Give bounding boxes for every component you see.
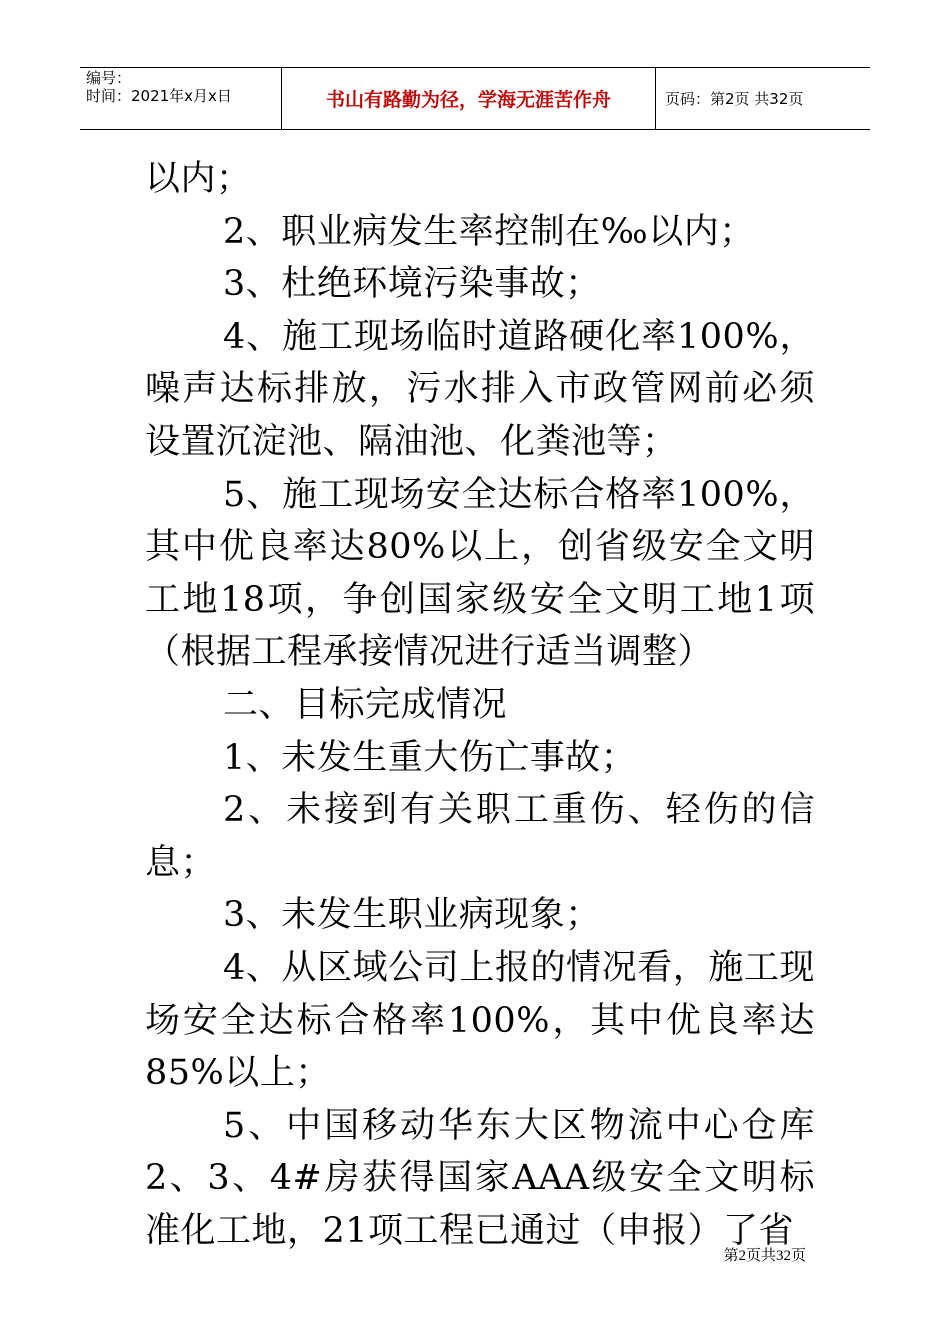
body-paragraph: 5、中国移动华东大区物流中心仓库2、3、4#房获得国家AAA级安全文明标准化工地，21项工程已通过（申报）了省 xyxy=(145,1105,815,1251)
header-motto: 书山有路勤为径，学海无涯苦作舟 xyxy=(282,68,656,129)
header-page-info: 页码：第2页 共32页 xyxy=(665,90,804,108)
document-time-label: 时间：2021年x月x日 xyxy=(86,87,232,105)
body-paragraph: 二、目标完成情况 xyxy=(223,684,508,725)
document-body xyxy=(145,153,815,1257)
page-footer: 第2页共32页 xyxy=(723,1248,806,1264)
body-paragraph: 3、杜绝环境污染事故； xyxy=(223,264,601,305)
body-paragraph: 4、从区域公司上报的情况看，施工现场安全达标合格率100%，其中优良率达85%以上； xyxy=(145,947,815,1094)
document-header xyxy=(80,67,870,130)
body-paragraph: 4、施工现场临时道路硬化率100%，噪声达标排放，污水排入市政管网前必须设置沉淀池、隔油池、化粪池等； xyxy=(145,316,815,462)
header-meta-cell xyxy=(80,68,282,129)
body-paragraph: 3、未发生职业病现象； xyxy=(223,895,601,936)
body-paragraph: 1、未发生重大伤亡事故； xyxy=(223,737,637,778)
body-paragraph: 以内； xyxy=(145,159,252,199)
body-paragraph: 2、未接到有关职工重伤、轻伤的信息； xyxy=(145,790,815,883)
body-paragraph: 2、职业病发生率控制在‰以内； xyxy=(223,211,755,252)
body-paragraph: 5、施工现场安全达标合格率100%，其中优良率达80%以上，创省级安全文明工地18项，争创国家级安全文明工地1项（根据工程承接情况进行适当调整） xyxy=(145,474,815,673)
document-number-label: 编号： xyxy=(86,69,132,87)
